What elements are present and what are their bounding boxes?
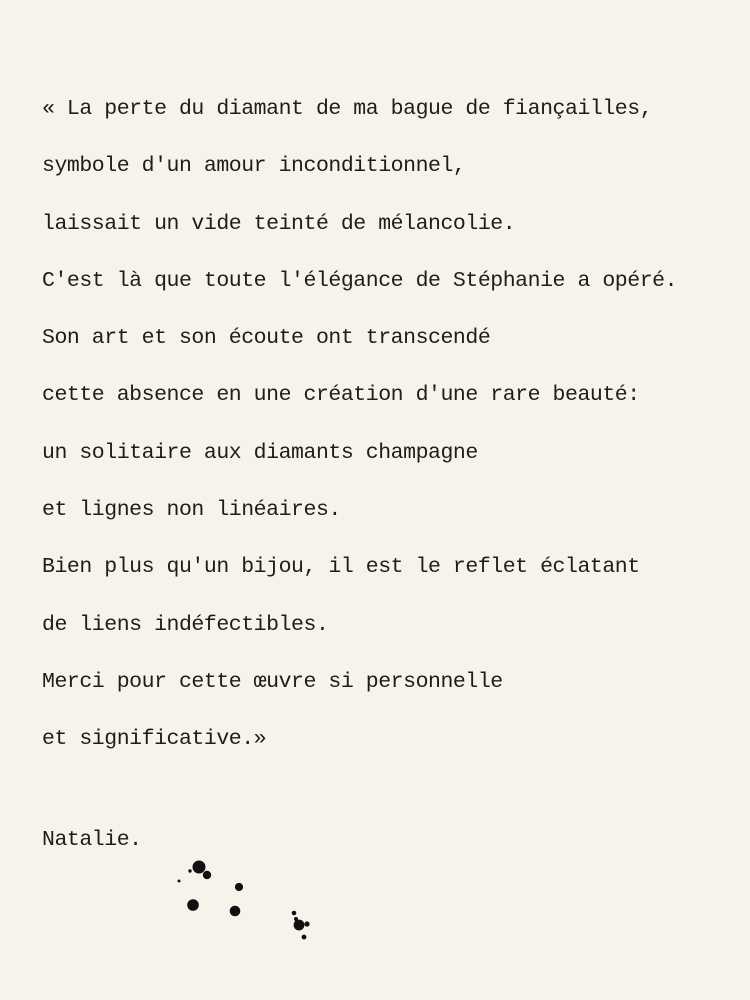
ink-spot (302, 935, 307, 940)
quote-line: et lignes non linéaires. (42, 498, 341, 523)
ink-spot (230, 906, 241, 917)
ink-spot (193, 861, 206, 874)
ink-spot (304, 921, 309, 926)
quote-line: et significative.» (42, 727, 267, 752)
quote-line: un solitaire aux diamants champagne (42, 440, 478, 465)
quote-line: de liens indéfectibles. (42, 612, 329, 637)
ink-spot (187, 899, 199, 911)
quote-line: laissait un vide teinté de mélancolie. (42, 211, 516, 236)
quote-line: Bien plus qu'un bijou, il est le reflet éclatant (42, 555, 640, 580)
quote-line: Son art et son écoute ont transcendé (42, 326, 491, 351)
ink-spot (188, 869, 191, 872)
signature-name: Natalie. (42, 828, 142, 852)
testimonial-quote (42, 81, 742, 769)
quote-line: Merci pour cette œuvre si personnelle (42, 669, 503, 694)
ink-spot (235, 883, 243, 891)
ink-spot (294, 917, 298, 921)
ink-spot (203, 871, 211, 879)
quote-line: C'est là que toute l'élégance de Stéphanie a opéré. (42, 268, 678, 293)
ink-spot (294, 920, 305, 931)
ink-spot (178, 880, 181, 883)
ink-spot (292, 911, 297, 916)
quote-line: symbole d'un amour inconditionnel, (42, 154, 466, 179)
quote-line: « La perte du diamant de ma bague de fiançailles, (42, 97, 653, 121)
quote-line: cette absence en une création d'une rare beauté: (42, 383, 640, 408)
